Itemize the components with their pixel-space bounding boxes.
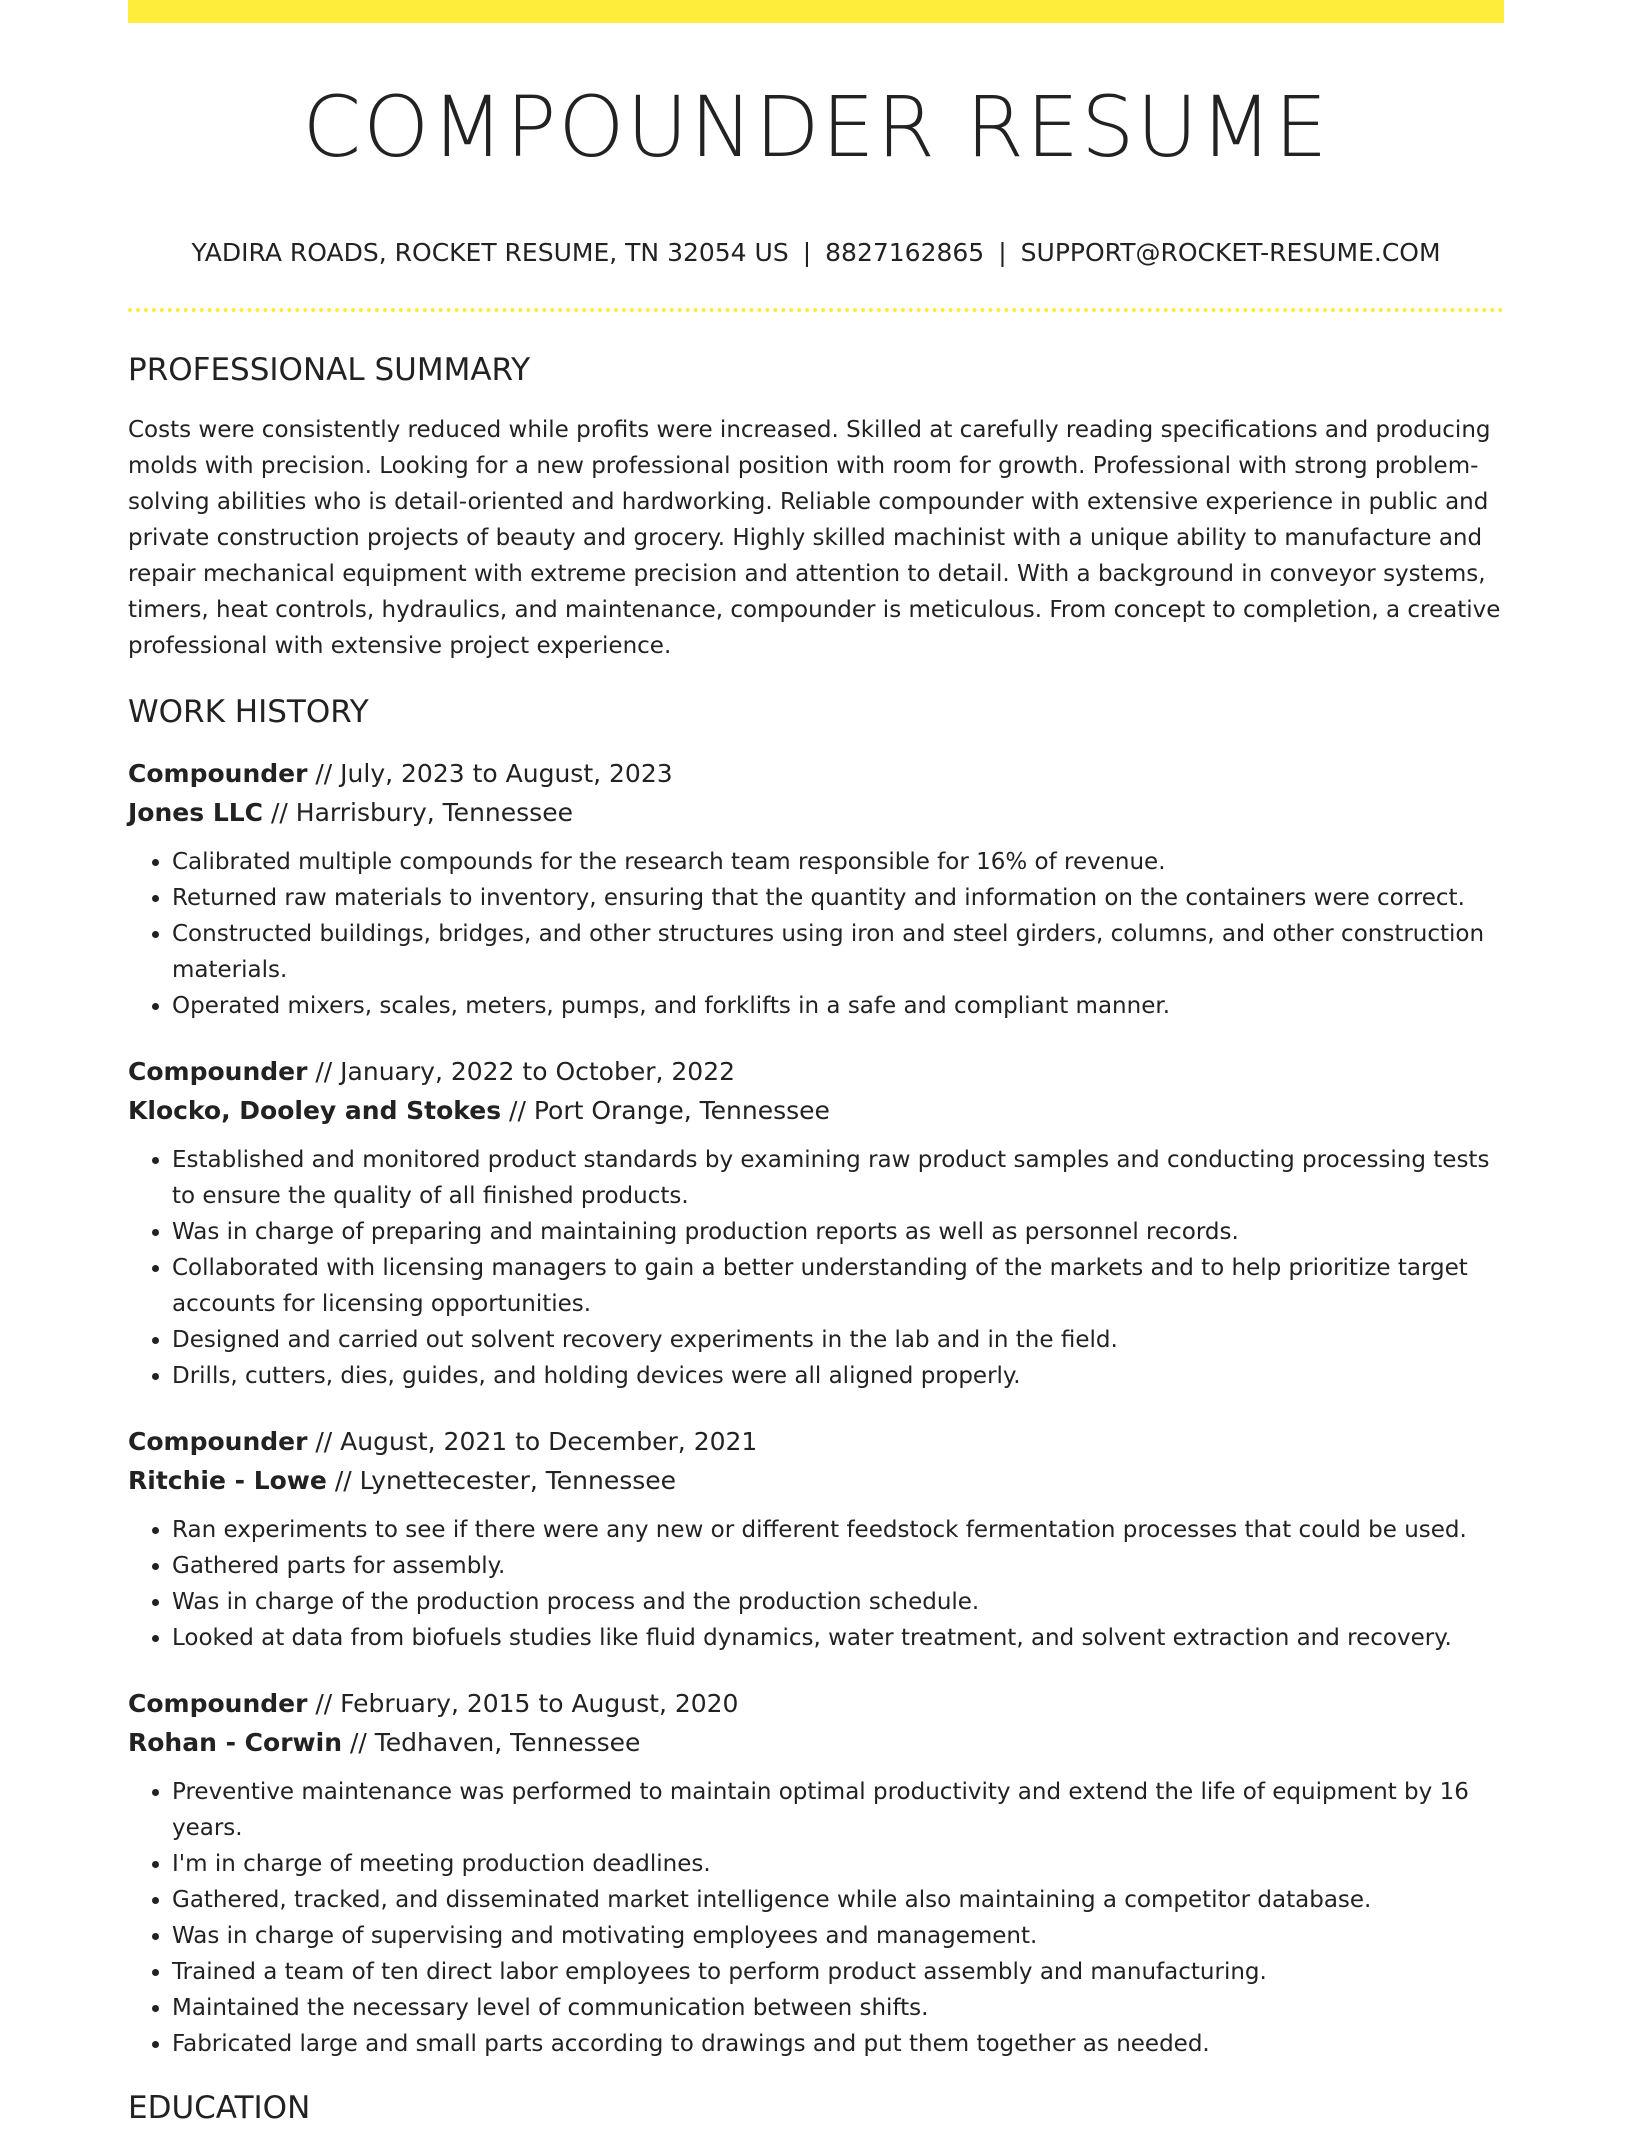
contact-address: YADIRA ROADS, ROCKET RESUME, TN 32054 US bbox=[191, 238, 789, 267]
job-company-line bbox=[128, 1091, 1504, 1130]
page-title: COMPOUNDER RESUME bbox=[302, 78, 1330, 176]
job-bullets bbox=[128, 1774, 1504, 2062]
job-role: Compounder bbox=[128, 1427, 308, 1456]
top-accent-bar bbox=[128, 0, 1504, 23]
job-entry bbox=[128, 1422, 1504, 1656]
job-bullet: • Returned raw materials to inventory, ensuring that the quantity and information on the containers were correct. bbox=[172, 880, 1504, 916]
job-role-line bbox=[128, 1422, 1504, 1461]
job-entry bbox=[128, 1684, 1504, 2062]
job-role-line bbox=[128, 754, 1504, 793]
contact-separator: | bbox=[998, 238, 1007, 267]
job-bullet: • Operated mixers, scales, meters, pumps, and forklifts in a safe and compliant manner. bbox=[172, 988, 1504, 1024]
job-bullet: • Fabricated large and small parts according to drawings and put them together as needed. bbox=[172, 2026, 1504, 2062]
job-bullet: • Designed and carried out solvent recovery experiments in the lab and in the field. bbox=[172, 1322, 1504, 1358]
job-company: Jones LLC bbox=[128, 798, 264, 827]
job-bullet: • Trained a team of ten direct labor employees to perform product assembly and manufacturing. bbox=[172, 1954, 1504, 1990]
job-list bbox=[128, 754, 1504, 2062]
job-bullet: • I'm in charge of meeting production deadlines. bbox=[172, 1846, 1504, 1882]
job-bullet: • Ran experiments to see if there were any new or different feedstock fermentation processes that could be used. bbox=[172, 1512, 1504, 1548]
contact-separator: | bbox=[802, 238, 812, 267]
job-role: Compounder bbox=[128, 1057, 308, 1086]
job-location: // Lynettecester, Tennessee bbox=[334, 1466, 677, 1495]
job-bullets bbox=[128, 844, 1504, 1024]
job-role-line bbox=[128, 1684, 1504, 1723]
job-bullet: • Collaborated with licensing managers to gain a better understanding of the markets and to help prioritize target accounts for licensing opportunities. bbox=[172, 1250, 1504, 1322]
job-company-line bbox=[128, 1723, 1504, 1762]
education-title: EDUCATION bbox=[128, 2090, 311, 2126]
job-company: Rohan - Corwin bbox=[128, 1728, 342, 1757]
job-location: // Harrisbury, Tennessee bbox=[270, 798, 573, 827]
contact-phone: 8827162865 bbox=[825, 238, 985, 267]
summary-title: PROFESSIONAL SUMMARY bbox=[128, 352, 531, 388]
job-bullet: • Preventive maintenance was performed to maintain optimal productivity and extend the life of equipment by 16 years. bbox=[172, 1774, 1504, 1846]
job-bullet: • Drills, cutters, dies, guides, and holding devices were all aligned properly. bbox=[172, 1358, 1504, 1394]
job-dates: // January, 2022 to October, 2022 bbox=[315, 1057, 736, 1086]
job-entry bbox=[128, 754, 1504, 1024]
job-bullets bbox=[128, 1512, 1504, 1656]
job-bullet: • Constructed buildings, bridges, and other structures using iron and steel girders, columns, and other construction materials. bbox=[172, 916, 1504, 988]
job-bullet: • Calibrated multiple compounds for the research team responsible for 16% of revenue. bbox=[172, 844, 1504, 880]
job-location: // Port Orange, Tennessee bbox=[509, 1096, 830, 1125]
job-bullet: • Established and monitored product standards by examining raw product samples and conducting processing tests to ensure the quality of all finished products. bbox=[172, 1142, 1504, 1214]
summary-text: Costs were consistently reduced while profits were increased. Skilled at carefully reading specifications and producing molds with precision. Looking for a new professional position with room for growth. Professional with strong problem-solving abilities who is detail-oriented and hardworking. Reliable compounder with extensive experience in public and private construction projects of beauty and grocery. Highly skilled machinist with a unique ability to manufacture and repair mechanical equipment with extreme precision and attention to detail. With a background in conveyor systems, timers, heat controls, hydraulics, and maintenance, compounder is meticulous. From concept to completion, a creative professional with extensive project experience. bbox=[128, 417, 1501, 659]
work-history-title: WORK HISTORY bbox=[128, 694, 369, 730]
job-bullet: • Was in charge of preparing and maintaining production reports as well as personnel records. bbox=[172, 1214, 1504, 1250]
contact-line bbox=[128, 238, 1504, 267]
job-bullets bbox=[128, 1142, 1504, 1394]
job-company-line bbox=[128, 793, 1504, 832]
job-role-line bbox=[128, 1052, 1504, 1091]
job-dates: // August, 2021 to December, 2021 bbox=[315, 1427, 758, 1456]
job-dates: // July, 2023 to August, 2023 bbox=[315, 759, 673, 788]
job-company-line bbox=[128, 1461, 1504, 1500]
job-bullet: • Looked at data from biofuels studies like fluid dynamics, water treatment, and solvent extraction and recovery. bbox=[172, 1620, 1504, 1656]
job-role: Compounder bbox=[128, 1689, 308, 1718]
job-location: // Tedhaven, Tennessee bbox=[349, 1728, 641, 1757]
job-dates: // February, 2015 to August, 2020 bbox=[315, 1689, 739, 1718]
job-role: Compounder bbox=[128, 759, 308, 788]
job-bullet: • Maintained the necessary level of communication between shifts. bbox=[172, 1990, 1504, 2026]
job-company: Klocko, Dooley and Stokes bbox=[128, 1096, 502, 1125]
job-bullet: • Was in charge of supervising and motivating employees and management. bbox=[172, 1918, 1504, 1954]
job-bullet: • Gathered parts for assembly. bbox=[172, 1548, 1504, 1584]
job-bullet: • Gathered, tracked, and disseminated market intelligence while also maintaining a competitor database. bbox=[172, 1882, 1504, 1918]
resume-content bbox=[128, 352, 1504, 2150]
dotted-divider bbox=[128, 308, 1504, 312]
job-entry bbox=[128, 1052, 1504, 1394]
job-bullet: • Was in charge of the production process and the production schedule. bbox=[172, 1584, 1504, 1620]
contact-email: SUPPORT@ROCKET-RESUME.COM bbox=[1020, 238, 1441, 267]
job-company: Ritchie - Lowe bbox=[128, 1466, 327, 1495]
